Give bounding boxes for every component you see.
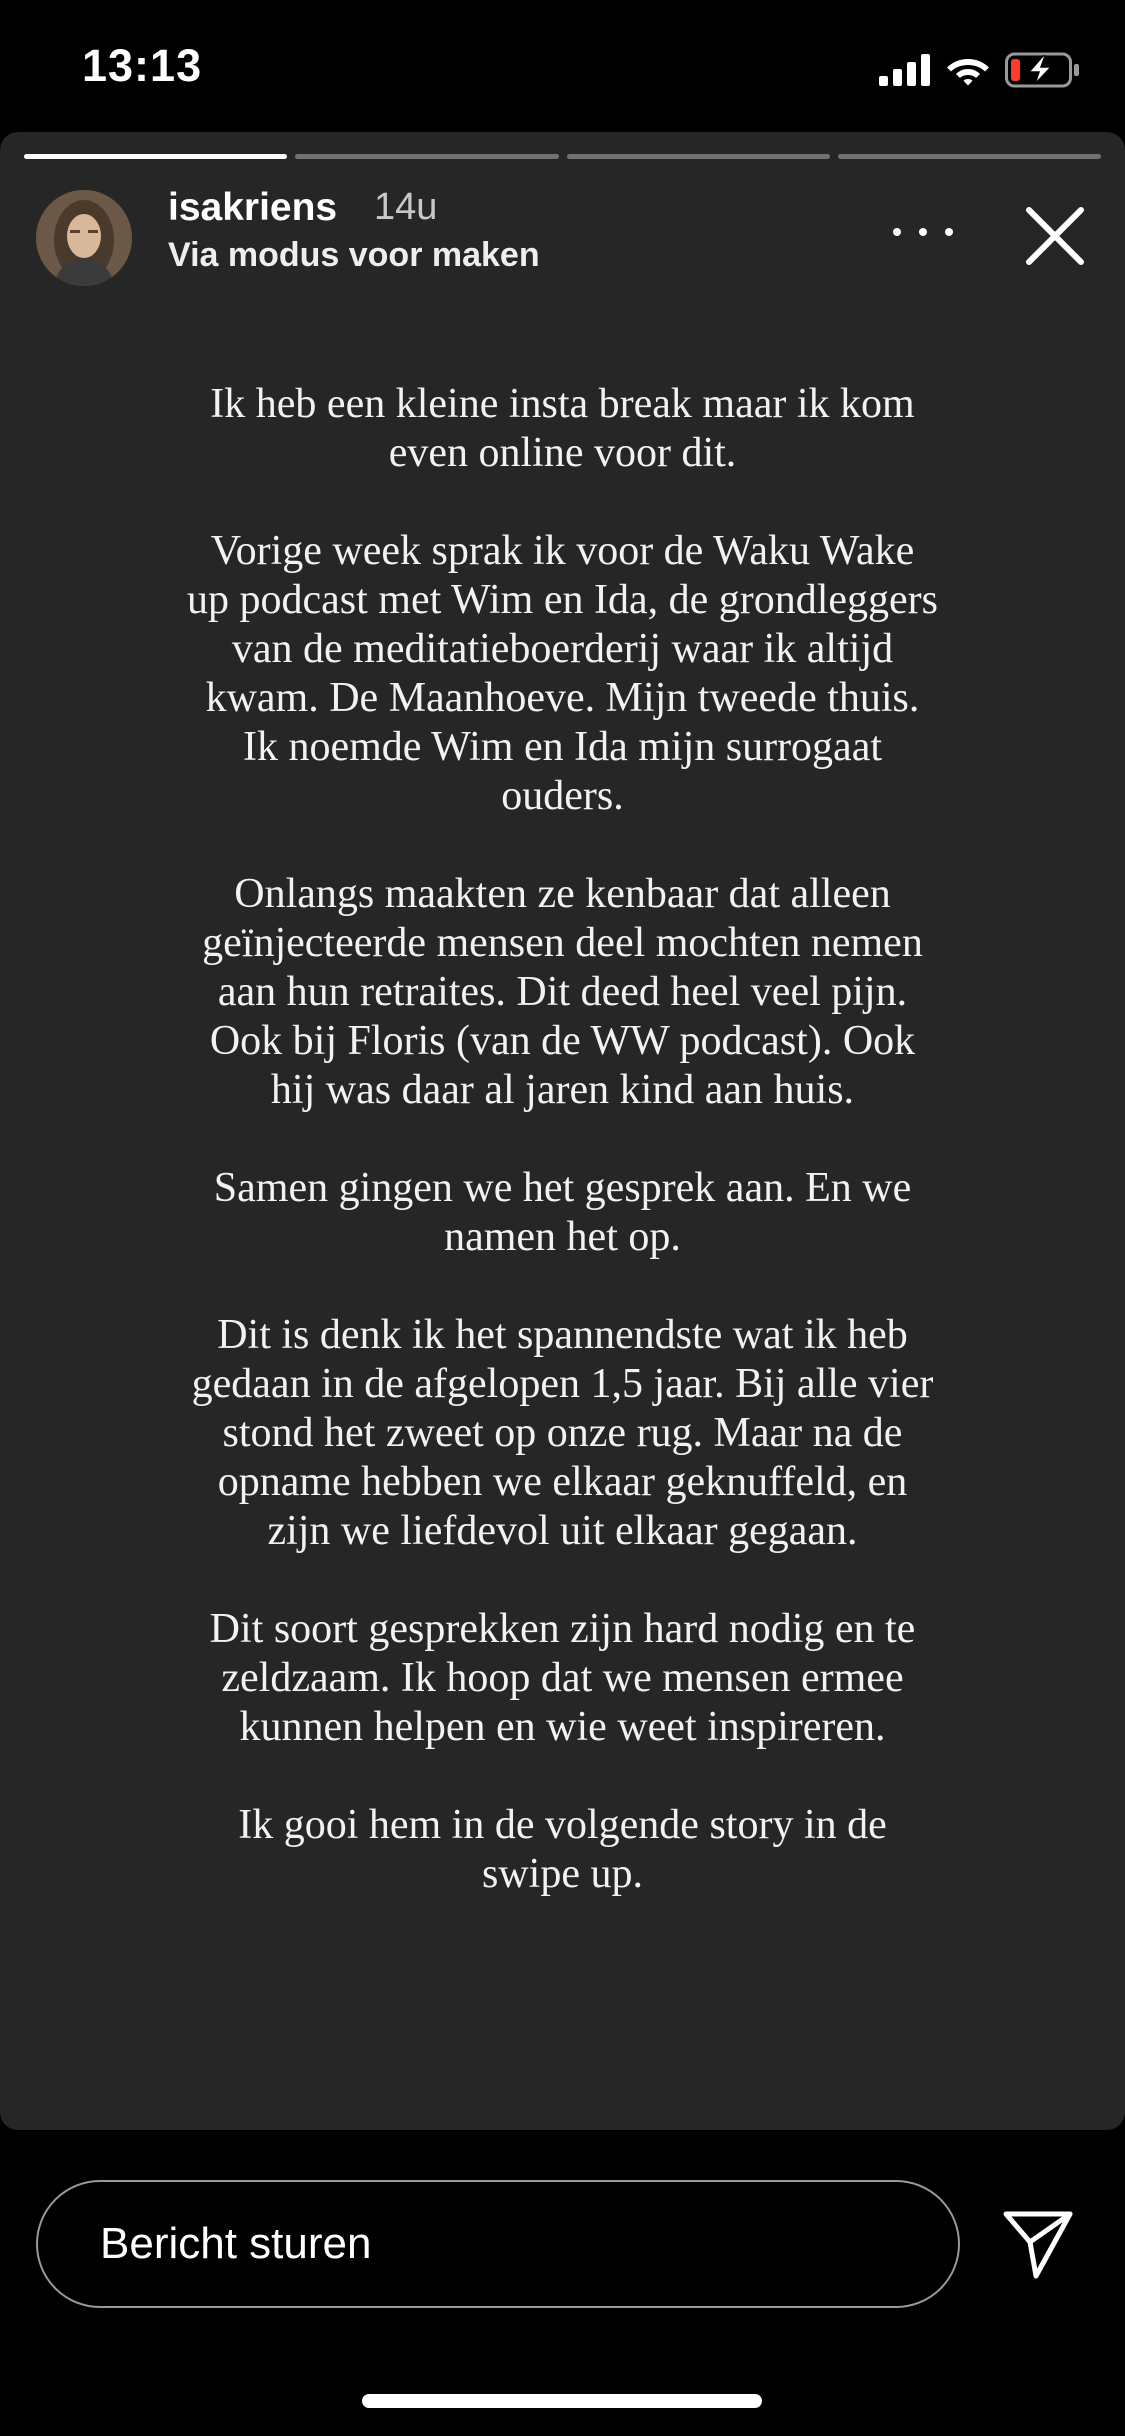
story-card[interactable] xyxy=(0,132,1125,2130)
status-icons xyxy=(879,50,1081,90)
story-text xyxy=(185,380,940,1948)
more-options-button[interactable] xyxy=(893,212,953,252)
home-indicator[interactable] xyxy=(362,2394,762,2408)
username[interactable]: isakriens xyxy=(168,186,338,229)
more-dots-icon xyxy=(919,228,927,236)
message-input[interactable] xyxy=(36,2180,960,2308)
story-progress xyxy=(24,154,1101,159)
progress-segment xyxy=(567,154,830,159)
progress-segment xyxy=(838,154,1101,159)
battery-charging-icon xyxy=(1005,52,1081,88)
story-paragraph: Samen gingen we het gesprek aan. En we namen het op. xyxy=(213,1165,912,1260)
story-paragraph: Dit is denk ik het spannendste wat ik heb gedaan in de afgelopen 1,5 jaar. Bij alle vier stond het zweet op onze rug. Maar na de opname hebben we elkaar geknuffeld, en zijn we liefdevol uit elkaar gegaan. xyxy=(191,1312,934,1554)
progress-segment xyxy=(24,154,287,159)
status-bar xyxy=(0,0,1125,132)
avatar-portrait xyxy=(36,190,132,286)
story-subtitle[interactable]: Via modus voor maken xyxy=(168,236,540,274)
send-icon[interactable] xyxy=(1000,2206,1076,2282)
more-dots-icon xyxy=(893,228,901,236)
wifi-icon xyxy=(945,53,991,87)
progress-fill xyxy=(24,154,287,159)
story-paragraph: Onlangs maakten ze kenbaar dat alleen geïnjecteerde mensen deel mochten nemen aan hun retraites. Dit deed heel veel pijn. Ook bij Floris (van de WW podcast). Ook hij was daar al jaren kind aan huis. xyxy=(202,871,923,1113)
story-paragraph: Dit soort gesprekken zijn hard nodig en te zeldzaam. Ik hoop dat we mensen ermee kunnen helpen en wie weet inspireren. xyxy=(209,1606,916,1750)
time-ago: 14u xyxy=(374,186,438,228)
story-header xyxy=(36,186,1095,286)
story-paragraph: Ik heb een kleine insta break maar ik kom even online voor dit. xyxy=(210,381,915,476)
close-icon[interactable] xyxy=(1015,196,1095,276)
progress-segment xyxy=(295,154,558,159)
more-dots-icon xyxy=(945,228,953,236)
status-time: 13:13 xyxy=(82,40,203,91)
story-paragraph: Ik gooi hem in de volgende story in de swipe up. xyxy=(238,1802,887,1897)
avatar[interactable] xyxy=(36,190,132,286)
story-paragraph: Vorige week sprak ik voor de Waku Wake up podcast met Wim en Ida, de grondleggers van de meditatieboerderij waar ik altijd kwam. De Maanhoeve. Mijn tweede thuis. Ik noemde Wim en Ida mijn surrogaat ouders. xyxy=(187,528,938,819)
signal-icon xyxy=(879,54,931,86)
